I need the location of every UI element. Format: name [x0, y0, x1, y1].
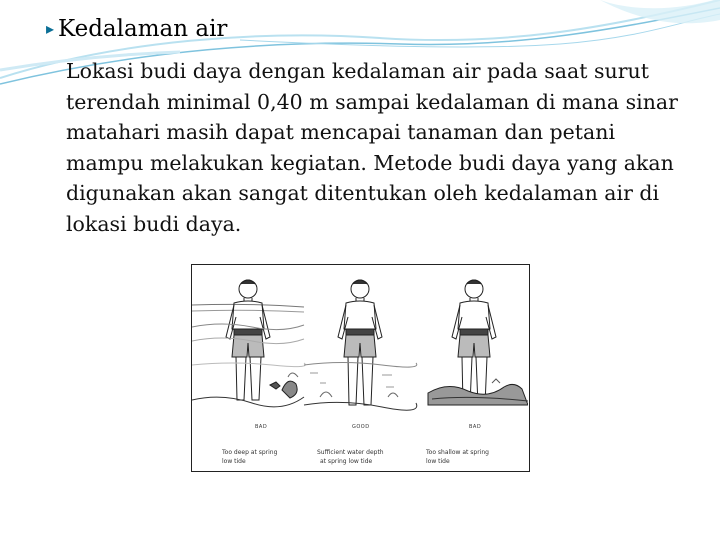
panel1-status: BAD: [255, 424, 268, 430]
panel3-caption-line2: low tide: [426, 458, 450, 465]
triangle-bullet-icon: ▸: [46, 18, 55, 38]
panel3-caption-line1: Too shallow at spring: [426, 449, 489, 456]
slide-title: [46, 16, 227, 42]
panel3-status: BAD: [469, 424, 482, 430]
water-depth-illustration: [191, 264, 530, 472]
panel1-caption-line1: Too deep at spring: [222, 449, 278, 456]
panel1-caption-line2: low tide: [222, 458, 246, 465]
panel2-caption-line2: at spring low tide: [320, 458, 373, 465]
figure-person-bad-deep: [192, 280, 305, 407]
slide-title-text: Kedalaman air: [58, 16, 228, 42]
panel2-status: GOOD: [352, 424, 370, 430]
panel2-caption-line1: Sufficient water depth: [317, 449, 384, 456]
figure-person-good: [304, 280, 417, 410]
figure-person-bad-shallow: [428, 280, 528, 405]
body-paragraph: Lokasi budi daya dengan kedalaman air pada saat surut terendah minimal 0,40 m sampai kedalaman di mana sinar matahari masih dapat mencapai tanaman dan petani mampu melakukan kegiatan. Metode budi daya yang akan digunakan akan sangat ditentukan oleh kedalaman air di lokasi budi daya.: [66, 59, 678, 236]
